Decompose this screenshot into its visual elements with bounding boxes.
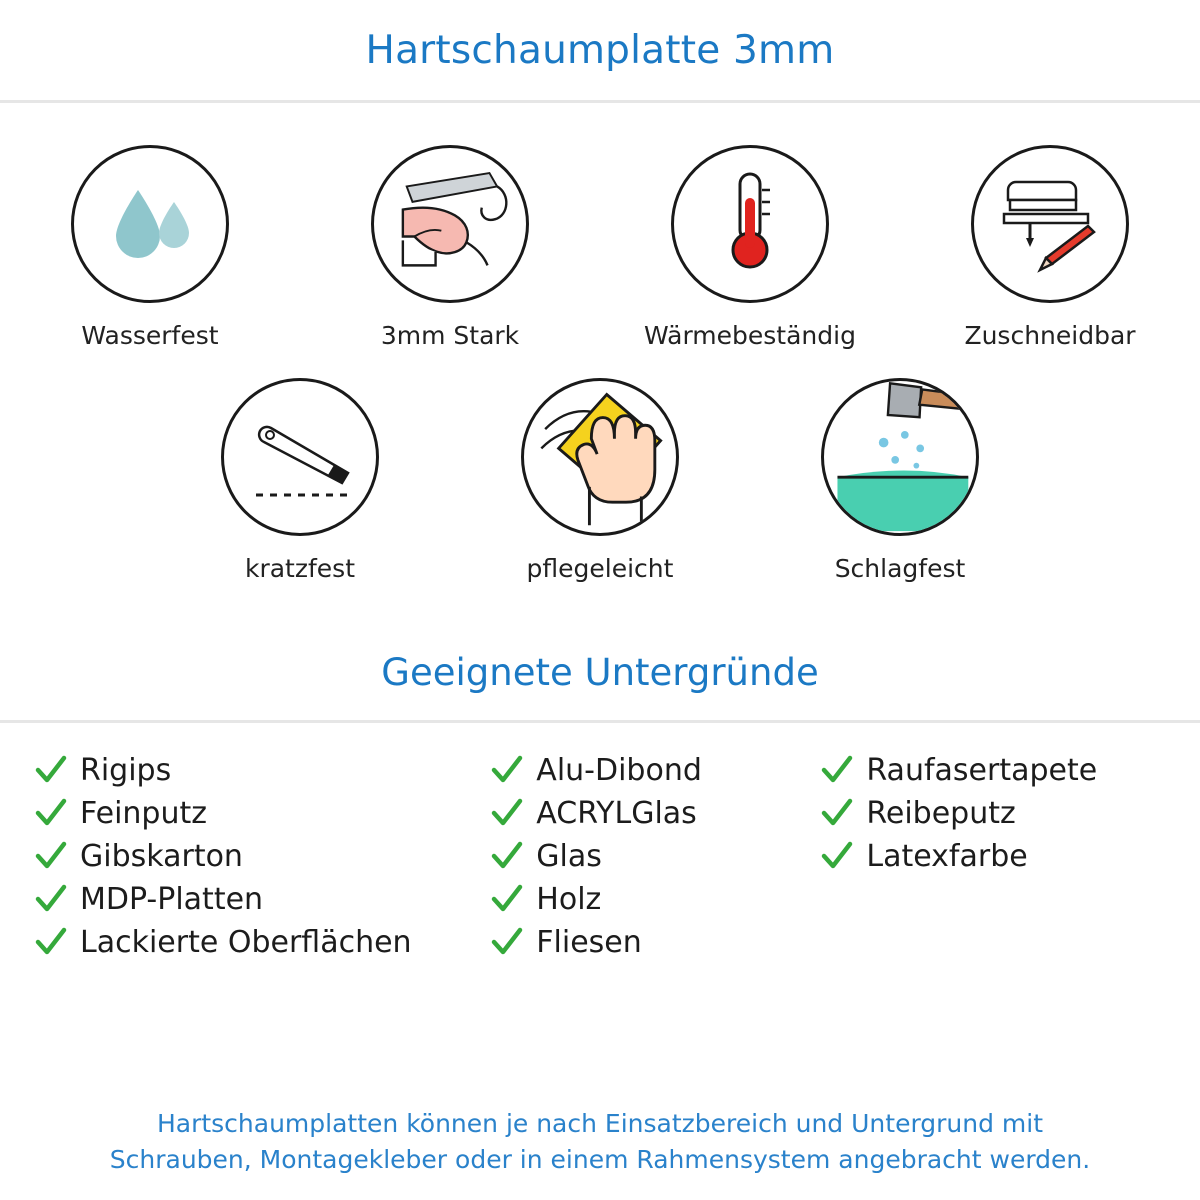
feature-label: kratzfest bbox=[244, 554, 355, 583]
list-item-label: Holz bbox=[536, 881, 602, 917]
list-item-label: Lackierte Oberflächen bbox=[80, 924, 412, 960]
check-icon bbox=[490, 796, 524, 830]
substrate-column-2 bbox=[490, 749, 820, 964]
list-item bbox=[34, 921, 490, 963]
check-icon bbox=[820, 839, 854, 873]
list-item-label: Latexfarbe bbox=[866, 838, 1028, 874]
feature-wasserfest bbox=[0, 145, 300, 350]
check-icon bbox=[34, 839, 68, 873]
header bbox=[0, 0, 1200, 73]
list-item bbox=[820, 749, 1166, 791]
list-item-label: Rigips bbox=[80, 752, 172, 788]
check-icon bbox=[490, 925, 524, 959]
feature-kratzfest bbox=[150, 378, 450, 583]
footer-line-2: Schrauben, Montagekleber oder in einem Rahmensystem angebracht werden. bbox=[109, 1145, 1091, 1174]
list-item bbox=[490, 792, 820, 834]
footer-note bbox=[0, 1106, 1200, 1178]
feature-row-1 bbox=[0, 145, 1200, 350]
feature-row-2 bbox=[0, 378, 1200, 583]
feature-label: Wärmebeständig bbox=[644, 321, 856, 350]
substrate-column-1 bbox=[34, 749, 490, 964]
feature-label: 3mm Stark bbox=[380, 321, 520, 350]
hammer-impact-icon bbox=[821, 378, 979, 536]
check-icon bbox=[820, 796, 854, 830]
list-item bbox=[34, 749, 490, 791]
list-item bbox=[490, 921, 820, 963]
substrate-column-3 bbox=[820, 749, 1166, 964]
water-drops-icon bbox=[71, 145, 229, 303]
check-icon bbox=[34, 882, 68, 916]
list-item bbox=[34, 878, 490, 920]
saw-scratch-icon bbox=[221, 378, 379, 536]
check-icon bbox=[34, 753, 68, 787]
list-item-label: Glas bbox=[536, 838, 602, 874]
strong-arm-icon bbox=[371, 145, 529, 303]
feature-label: Zuschneidbar bbox=[964, 321, 1136, 350]
feature-waermebestaendig bbox=[600, 145, 900, 350]
list-item bbox=[490, 835, 820, 877]
feature-label: Wasserfest bbox=[81, 321, 219, 350]
feature-label: Schlagfest bbox=[834, 554, 966, 583]
list-item bbox=[34, 792, 490, 834]
feature-schlagfest bbox=[750, 378, 1050, 583]
list-item-label: ACRYLGlas bbox=[536, 795, 697, 831]
feature-3mm-stark bbox=[300, 145, 600, 350]
list-item bbox=[820, 835, 1166, 877]
list-item-label: Alu-Dibond bbox=[536, 752, 702, 788]
feature-pflegeleicht bbox=[450, 378, 750, 583]
hand-cloth-icon bbox=[521, 378, 679, 536]
list-item-label: Fliesen bbox=[536, 924, 642, 960]
feature-grid bbox=[0, 103, 1200, 583]
list-item bbox=[490, 878, 820, 920]
page-title: Hartschaumplatte 3mm bbox=[365, 28, 835, 73]
list-item bbox=[820, 792, 1166, 834]
check-icon bbox=[820, 753, 854, 787]
list-item-label: Raufasertapete bbox=[866, 752, 1098, 788]
check-icon bbox=[490, 882, 524, 916]
substrates-lists bbox=[0, 723, 1200, 964]
thermometer-icon bbox=[671, 145, 829, 303]
list-item bbox=[490, 749, 820, 791]
feature-zuschneidbar bbox=[900, 145, 1200, 350]
list-item-label: Feinputz bbox=[80, 795, 207, 831]
jigsaw-cutter-icon bbox=[971, 145, 1129, 303]
list-item-label: Reibeputz bbox=[866, 795, 1016, 831]
substrates-header bbox=[0, 651, 1200, 694]
list-item-label: Gibskarton bbox=[80, 838, 243, 874]
list-item-label: MDP-Platten bbox=[80, 881, 264, 917]
check-icon bbox=[34, 796, 68, 830]
substrates-title: Geeignete Untergründe bbox=[381, 651, 819, 694]
check-icon bbox=[490, 753, 524, 787]
footer-line-1: Hartschaumplatten können je nach Einsatzbereich und Untergrund mit bbox=[156, 1109, 1044, 1138]
check-icon bbox=[34, 925, 68, 959]
check-icon bbox=[490, 839, 524, 873]
list-item bbox=[34, 835, 490, 877]
feature-label: pflegeleicht bbox=[526, 554, 674, 583]
